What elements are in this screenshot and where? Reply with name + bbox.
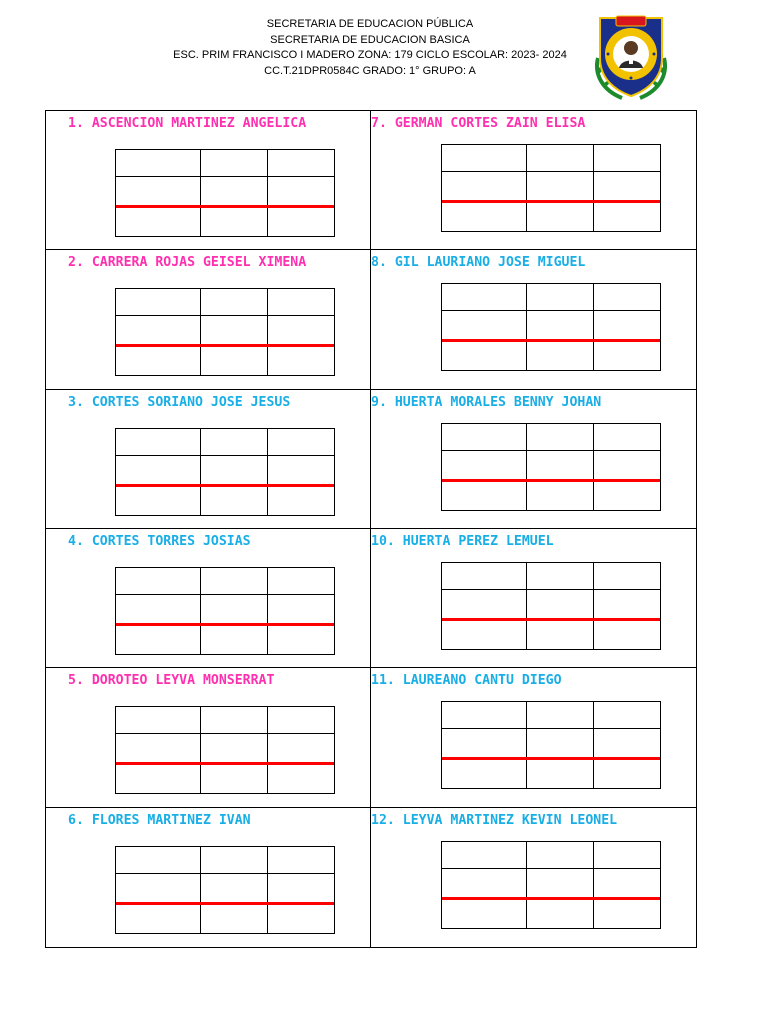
student-name: 6. FLORES MARTINEZ IVAN xyxy=(68,812,251,828)
student-cell xyxy=(46,250,371,389)
writing-practice-box xyxy=(441,144,661,232)
student-cell xyxy=(371,808,696,947)
box-column-divider xyxy=(267,847,268,933)
box-column-divider xyxy=(200,150,201,236)
box-column-divider xyxy=(526,842,527,928)
writing-practice-box xyxy=(115,706,335,794)
box-column-divider xyxy=(267,429,268,515)
red-baseline xyxy=(116,623,334,626)
school-crest-icon xyxy=(592,12,670,102)
box-guide-line xyxy=(442,868,660,869)
student-name: 8. GIL LAURIANO JOSE MIGUEL xyxy=(371,255,586,271)
box-column-divider xyxy=(526,702,527,788)
box-guide-line xyxy=(116,594,334,595)
student-name: 10. HUERTA PEREZ LEMUEL xyxy=(371,533,554,549)
writing-practice-box xyxy=(115,846,335,934)
box-column-divider xyxy=(593,702,594,788)
box-column-divider xyxy=(593,563,594,649)
box-guide-line xyxy=(116,315,334,316)
writing-practice-box xyxy=(441,562,661,650)
student-cell xyxy=(46,111,371,250)
box-guide-line xyxy=(116,176,334,177)
student-name: 11. LAUREANO CANTU DIEGO xyxy=(371,673,562,689)
student-cell xyxy=(371,111,696,250)
box-column-divider xyxy=(593,284,594,370)
box-column-divider xyxy=(200,847,201,933)
writing-practice-box xyxy=(115,567,335,655)
writing-practice-box xyxy=(441,841,661,929)
student-name: 9. HUERTA MORALES BENNY JOHAN xyxy=(371,394,602,410)
student-cell xyxy=(371,668,696,807)
red-baseline xyxy=(442,200,660,203)
writing-practice-box xyxy=(441,283,661,371)
red-baseline xyxy=(116,484,334,487)
writing-practice-box xyxy=(441,701,661,789)
box-guide-line xyxy=(442,589,660,590)
box-column-divider xyxy=(200,289,201,375)
red-baseline xyxy=(442,479,660,482)
box-column-divider xyxy=(267,150,268,236)
student-cell xyxy=(46,390,371,529)
student-name: 12. LEYVA MARTINEZ KEVIN LEONEL xyxy=(371,812,618,828)
box-guide-line xyxy=(116,733,334,734)
student-cell xyxy=(371,250,696,389)
red-baseline xyxy=(116,344,334,347)
student-name: 5. DOROTEO LEYVA MONSERRAT xyxy=(68,673,275,689)
header-line-secretariat: SECRETARIA DE EDUCACION BASICA xyxy=(270,33,470,46)
student-cell xyxy=(46,529,371,668)
box-guide-line xyxy=(442,450,660,451)
box-column-divider xyxy=(267,707,268,793)
student-name: 3. CORTES SORIANO JOSE JESUS xyxy=(68,394,291,410)
writing-practice-box xyxy=(115,428,335,516)
box-column-divider xyxy=(267,568,268,654)
box-guide-line xyxy=(116,455,334,456)
box-column-divider xyxy=(200,707,201,793)
box-column-divider xyxy=(267,289,268,375)
student-name: 2. CARRERA ROJAS GEISEL XIMENA xyxy=(68,255,307,271)
header-line-school: ESC. PRIM FRANCISCO I MADERO ZONA: 179 CICLO ESCOLAR: 2023- 2024 xyxy=(173,49,567,61)
box-guide-line xyxy=(442,171,660,172)
writing-practice-box xyxy=(441,423,661,511)
red-baseline xyxy=(442,757,660,760)
box-column-divider xyxy=(593,145,594,231)
red-baseline xyxy=(116,205,334,208)
red-baseline xyxy=(442,897,660,900)
student-cell xyxy=(371,390,696,529)
writing-practice-box xyxy=(115,149,335,237)
header-line-ministry: SECRETARIA DE EDUCACION PÚBLICA xyxy=(266,18,474,30)
student-cell xyxy=(46,808,371,947)
red-baseline xyxy=(442,339,660,342)
student-name: 4. CORTES TORRES JOSIAS xyxy=(68,533,251,549)
student-name: 1. ASCENCION MARTINEZ ANGELICA xyxy=(68,116,307,131)
box-column-divider xyxy=(593,424,594,510)
student-cell xyxy=(371,529,696,668)
box-column-divider xyxy=(200,568,201,654)
box-column-divider xyxy=(593,842,594,928)
header-line-group: CC.T.21DPR0584C GRADO: 1° GRUPO: A xyxy=(264,64,476,77)
box-column-divider xyxy=(526,424,527,510)
writing-practice-box xyxy=(115,288,335,376)
document-header xyxy=(100,17,640,79)
box-column-divider xyxy=(526,145,527,231)
red-baseline xyxy=(116,902,334,905)
box-guide-line xyxy=(442,728,660,729)
box-column-divider xyxy=(200,429,201,515)
box-guide-line xyxy=(116,873,334,874)
student-cell xyxy=(46,668,371,807)
red-baseline xyxy=(442,618,660,621)
box-column-divider xyxy=(526,563,527,649)
student-grid xyxy=(45,110,697,948)
box-column-divider xyxy=(526,284,527,370)
red-baseline xyxy=(116,762,334,765)
student-name: 7. GERMAN CORTES ZAIN ELISA xyxy=(371,116,586,131)
box-guide-line xyxy=(442,310,660,311)
